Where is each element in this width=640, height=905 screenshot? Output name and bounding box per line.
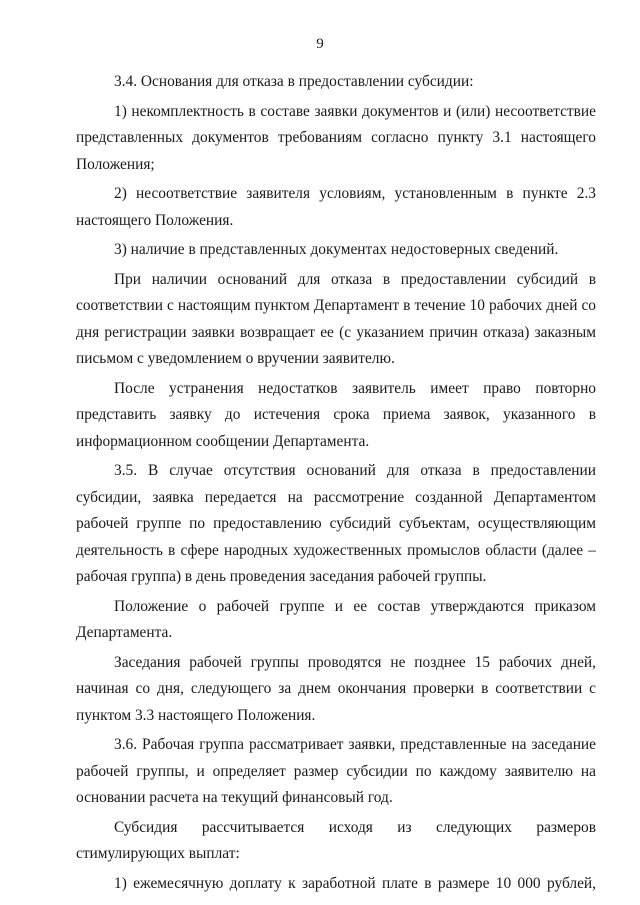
paragraph-working-group-regulation: Положение о рабочей группе и ее состав утверждаются приказом Департамента. bbox=[76, 597, 596, 641]
paragraph-resubmission: После устранения недостатков заявитель имеет право повторно представить заявку до истечения срока приема заявок, указанного в информационном сообщении Департамента. bbox=[76, 379, 596, 450]
paragraph-refusal-reason-3: 3) наличие в представленных документах недостоверных сведений. bbox=[114, 241, 559, 258]
paragraph-3-5: 3.5. В случае отсутствия оснований для отказа в предоставлении субсидии, заявка передается на рассмотрение созданной Департаментом рабочей группе по предоставлению субсидий субъектам, осуществляющим деятельность в сфере народных художественных промыслов области (далее – рабочая группа) в день проведения заседания рабочей группы. bbox=[76, 462, 596, 585]
paragraph-refusal-reason-2: 2) несоответствие заявителя условиям, установленным в пункте 2.3 настоящего Положения. bbox=[76, 185, 596, 229]
paragraph-subsidy-calculation: Субсидия рассчитывается исходя из следующих размеров стимулирующих выплат: bbox=[76, 818, 596, 862]
paragraph-refusal-reason-1: 1) некомплектность в составе заявки документов и (или) несоответствие представленных документов требованиям согласно пункту 3.1 настоящего Положения; bbox=[76, 102, 596, 173]
paragraph-meeting-schedule: Заседания рабочей группы проводятся не позднее 15 рабочих дней, начиная со дня, следующего за днем окончания проверки в соответствии с пунктом 3.3 настоящего Положения. bbox=[76, 653, 596, 724]
paragraph-refusal-procedure: При наличии оснований для отказа в предоставлении субсидий в соответствии с настоящим пунктом Департамент в течение 10 рабочих дней со дня регистрации заявки возвращает ее (с указанием причин отказа) заказным письмом с уведомлением о вручении заявителю. bbox=[76, 270, 596, 367]
page-number: 9 bbox=[316, 36, 324, 52]
paragraph-monthly-supplement: 1) ежемесячную доплату к заработной плате в размере 10 000 рублей, bbox=[114, 874, 596, 892]
paragraph-3-4-heading: 3.4. Основания для отказа в предоставлении субсидии: bbox=[114, 73, 474, 90]
paragraph-3-6: 3.6. Рабочая группа рассматривает заявки, представленные на заседание рабочей группы, и определяет размер субсидии по каждому заявителю на основании расчета на текущий финансовый год. bbox=[76, 736, 596, 806]
document-body bbox=[76, 69, 596, 900]
